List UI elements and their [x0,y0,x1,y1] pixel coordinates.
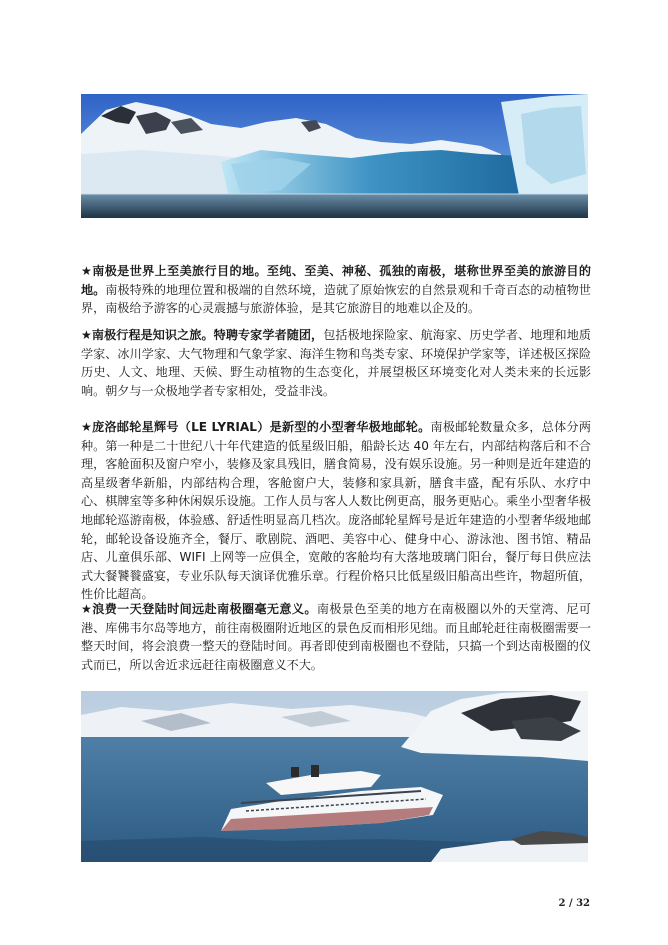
paragraph-body: 南极邮轮数量众多，总体分两种。第一种是二十世纪八十年代建造的低星级旧船，船龄长达 40 年左右，内部结构落后和不合理，客舱面积及窗户窄小，装修及家具残旧，膳食简易，没有娱乐设施。另一种则是近年建造的高星级奢华新船，内部结构合理，客舱窗户大，装修和家具新，膳食丰盛，配有乐队、水疗中心、棋牌室等多种休闲娱乐设施。工作人员与客人人数比例更高，服务更贴心。乘坐小型奢华极地邮轮巡游南极，体验感、舒适性明显高几档次。庞洛邮轮星辉号是近年建造的小型奢华级地邮轮，邮轮设备设施齐全，餐厅、歌剧院、酒吧、美容中心、健身中心、游泳池、图书馆、精品店、儿童俱乐部、WIFI 上网等一应俱全，宽敞的客舱均有大落地玻璃门阳台，餐厅每日供应法式大餐饕餮盛宴，专业乐队每天演译优雅乐章。行程价格只比低星级旧船高出些许，物超所值，性价比超高。 [81,420,591,602]
paragraph-cruise-ship [81,418,591,604]
page-number: 2 / 32 [558,898,590,909]
paragraph-body: 南极特殊的地理位置和极端的自然环境，造就了原始恢宏的自然景观和千奇百态的动植物世界，南极给予游客的心灵震撼与旅游体验，是其它旅游目的地难以企及的。 [81,282,591,316]
antarctica-iceberg-photo [81,94,588,218]
paragraph-heading: ★南极行程是知识之旅。特聘专家学者随团， [81,328,324,342]
paragraph-heading: ★浪费一天登陆时间远赴南极圈毫无意义。 [81,602,317,616]
paragraph-heading: ★庞洛邮轮星辉号（LE LYRIAL）是新型的小型奢华极地邮轮。 [81,420,431,434]
cruise-ship-photo [81,691,588,862]
paragraph-knowledge-trip [81,326,591,400]
paragraph-antarctic-circle [81,600,591,674]
paragraph-body: 南极景色至美的地方在南极圈以外的天堂湾、尼可港、库佛韦尔岛等地方，前往南极圈附近地区的景色反而相形见绌。而且邮轮赶往南极圈需要一整天时间，将会浪费一整天的登陆时间。再者即使到南极圈也不登陆，只搞一个到达南极圈的仪式而已，所以舍近求远赶往南极圈意义不大。 [81,602,591,672]
paragraph-heading: ★南极是世界上至美旅行目的地。至纯、至美、神秘、孤独的南极，堪称世界至美的旅游目的地。 [81,264,591,297]
paragraph-body: 包括极地探险家、航海家、历史学者、地理和地质学家、冰川学家、大气物理和气象学家、海洋生物和鸟类专家、环境保护学家等，详述极区探险历史、人文、地理、天候、野生动植物的生态变化，并展望极区环境变化对人类未来的长远影响。朝夕与一众极地学者专家相处，受益非浅。 [81,328,591,398]
paragraph-antarctica-destination [81,262,591,318]
